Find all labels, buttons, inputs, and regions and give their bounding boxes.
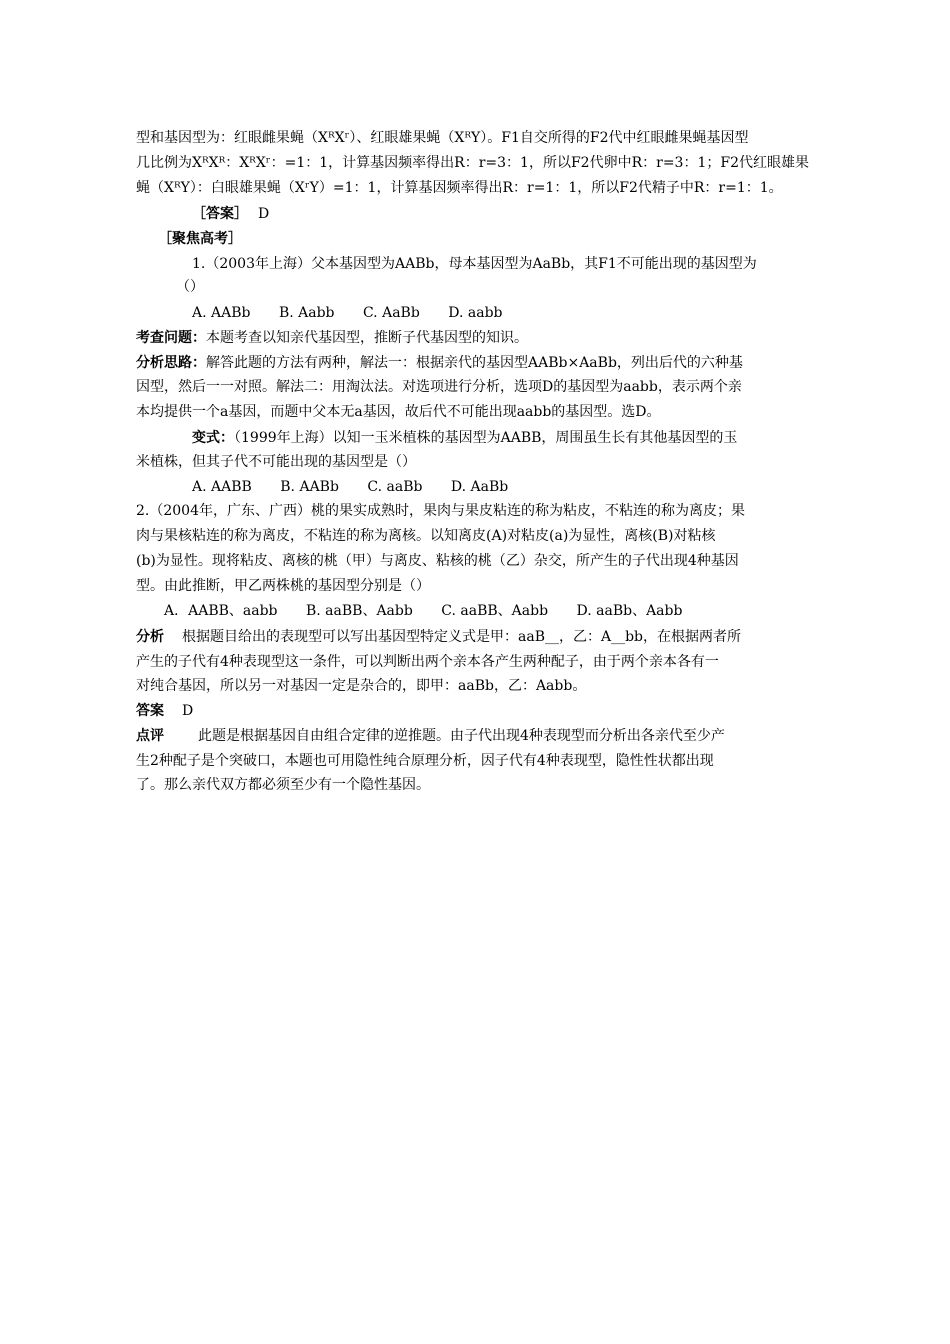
intro-line-1: 型和基因型为：红眼雌果蝇（XᴿXʳ）、红眼雄果蝇（XᴿY）。F1自交所得的F2代中红眼雌果蝇基因型 xyxy=(136,130,749,146)
variant-options xyxy=(192,477,508,497)
analysis2-line-2: 产生的子代有4种表现型这一条件，可以判断出两个亲本各产生两种配子，由于两个亲本各有一 xyxy=(136,654,719,670)
q1-option-a: A. AABb xyxy=(192,305,251,321)
q2-options xyxy=(164,601,682,621)
answer-value: D xyxy=(258,206,270,222)
section-title: ［聚焦高考］ xyxy=(158,231,242,247)
comment-line-3: 了。那么亲代双方都必须至少有一个隐性基因。 xyxy=(136,777,430,793)
answer2-value: D xyxy=(182,703,194,719)
answer-2 xyxy=(136,701,193,721)
comment-line-2: 生2种配子是个突破口，本题也可用隐性纯合原理分析，因子代有4种表现型，隐性性状都出现 xyxy=(136,753,714,769)
variant-option-a: A. AABB xyxy=(192,479,252,495)
variant-text-1: （1999年上海）以知一玉米植株的基因型为AABB，周围虽生长有其他基因型的玉 xyxy=(234,430,738,446)
answer-1 xyxy=(192,204,269,224)
analysis1-text-1: 解答此题的方法有两种，解法一：根据亲代的基因型AABb×AaBb，列出后代的六种基 xyxy=(206,355,743,371)
examine-text: 本题考查以知亲代基因型，推断子代基因型的知识。 xyxy=(206,330,528,346)
variant-line-2: 米植株，但其子代不可能出现的基因型是（） xyxy=(136,454,416,470)
q1-option-c: C. AaBb xyxy=(362,305,420,321)
q1-option-d: D. aabb xyxy=(448,305,503,321)
variant-option-c: C. aaBb xyxy=(367,479,423,495)
variant-line-1 xyxy=(192,428,737,448)
q1-option-b: B. Aabb xyxy=(278,305,335,321)
analysis1-line-2: 因型，然后一一对照。解法二：用淘汰法。对选项进行分析，选项D的基因型为aabb，表示两个亲 xyxy=(136,379,742,395)
examine-line xyxy=(136,328,528,348)
q1-line-2: （） xyxy=(176,279,204,295)
q2-option-d: D. aaBb、Aabb xyxy=(576,603,683,619)
analysis2-line-1 xyxy=(136,627,741,647)
intro-line-3: 蝇（XᴿY）：白眼雄果蝇（XʳY）=1：1，计算基因频率得出R：r=1：1，所以F2代精子中R：r=1：1。 xyxy=(136,180,783,196)
examine-label: 考查问题： xyxy=(136,330,206,346)
q2-line-3: (b)为显性。现将粘皮、离核的桃（甲）与离皮、粘核的桃（乙）杂交，所产生的子代出现4种基因 xyxy=(136,553,739,569)
analysis1-label: 分析思路： xyxy=(136,355,206,371)
variant-label: 变式： xyxy=(192,430,234,446)
analysis2-label: 分析 xyxy=(136,629,164,645)
intro-line-2: 几比例为XᴿXᴿ：XᴿXʳ：=1：1，计算基因频率得出R：r=3：1，所以F2代卵中R：r=3：1；F2代红眼雄果 xyxy=(136,155,809,171)
analysis2-text-1: 根据题目给出的表现型可以写出基因型特定义式是甲：aaB__，乙：A__bb，在根据两者所 xyxy=(182,629,742,645)
comment-text-1: 此题是根据基因自由组合定律的逆推题。由子代出现4种表现型而分析出各亲代至少产 xyxy=(198,728,725,744)
q1-options xyxy=(192,303,503,323)
variant-option-b: B. AABb xyxy=(280,479,339,495)
comment-label: 点评 xyxy=(136,728,164,744)
q2-option-c: C. aaBB、Aabb xyxy=(441,603,549,619)
analysis1-line-3: 本均提供一个a基因，而题中父本无a基因，故后代不可能出现aabb的基因型。选D。 xyxy=(136,404,661,420)
analysis2-line-3: 对纯合基因，所以另一对基因一定是杂合的，即甲：aaBb，乙：Aabb。 xyxy=(136,678,587,694)
q2-option-a: A．AABB、aabb xyxy=(164,603,278,619)
q1-line-1: 1.（2003年上海）父本基因型为AABb，母本基因型为AaBb，其F1不可能出现的基因型为 xyxy=(192,256,757,272)
answer-label: ［答案］ xyxy=(192,206,248,222)
comment-line-1 xyxy=(136,726,725,746)
q2-option-b: B. aaBB、Aabb xyxy=(305,603,413,619)
q2-line-1: 2.（2004年，广东、广西）桃的果实成熟时，果肉与果皮粘连的称为粘皮，不粘连的称为离皮；果 xyxy=(136,503,745,519)
answer2-label: 答案 xyxy=(136,703,164,719)
variant-option-d: D. AaBb xyxy=(450,479,509,495)
analysis1-line-1 xyxy=(136,353,743,373)
q2-line-2: 肉与果核粘连的称为离皮，不粘连的称为离核。以知离皮(A)对粘皮(a)为显性，离核(B)对粘核 xyxy=(136,528,716,544)
q2-line-4: 型。由此推断，甲乙两株桃的基因型分别是（） xyxy=(136,578,430,594)
